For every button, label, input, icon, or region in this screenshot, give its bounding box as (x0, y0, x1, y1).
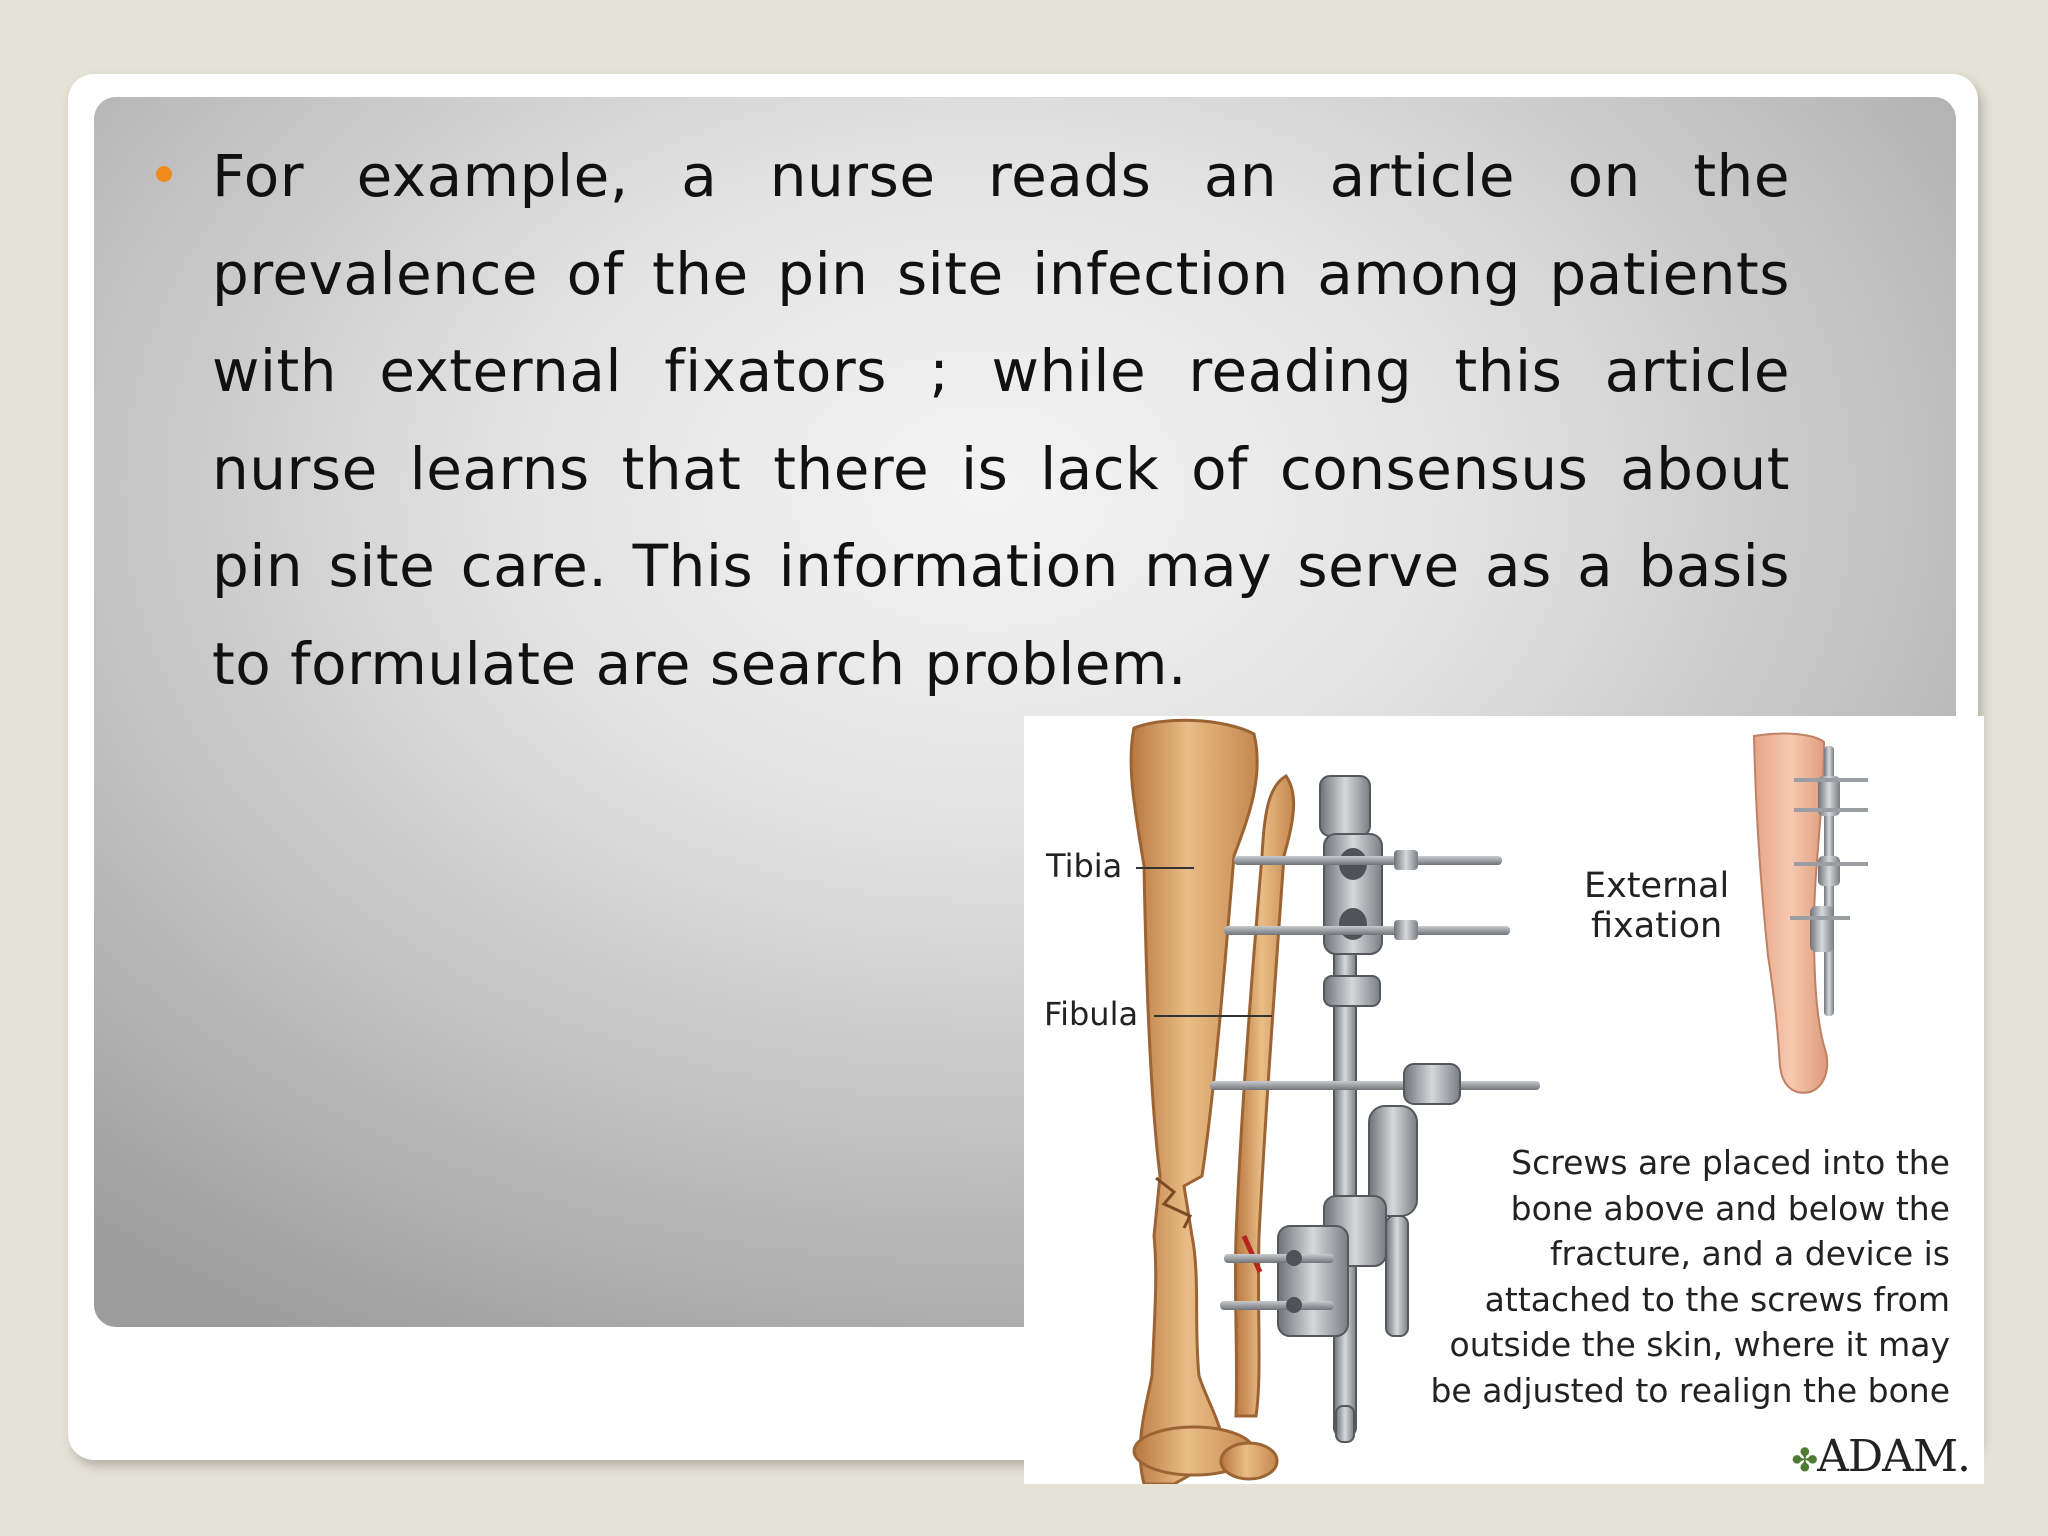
bullet-dot-icon (156, 166, 172, 182)
brand-name: ADAM. (1817, 1431, 1970, 1482)
figure-caption: Screws are placed into the bone above and below the fracture, and a device is attached to the screws from outside the skin, where it may be adjusted to realign the bone (1430, 1143, 1950, 1410)
pin-2 (1224, 926, 1510, 935)
external-fixation-figure (1024, 716, 1984, 1484)
brand-logo (1791, 1431, 1970, 1483)
pin-1 (1234, 856, 1502, 865)
fibula-label: Fibula (1044, 995, 1139, 1033)
tibia-label: Tibia (1046, 847, 1123, 885)
pin-4 (1224, 1254, 1334, 1263)
clover-icon: ✤ (1791, 1441, 1818, 1479)
bullet-paragraph: For example, a nurse reads an article on the prevalence of the pin site infection among patients with external fixators ; while reading this article nurse learns that there is lack of consensus about pin site care. This information may serve as a basis to formulate are search problem. (212, 142, 1790, 698)
external-fixation-label: External fixation (1584, 866, 1730, 946)
pin-5 (1220, 1301, 1334, 1310)
pin-3 (1210, 1081, 1540, 1090)
